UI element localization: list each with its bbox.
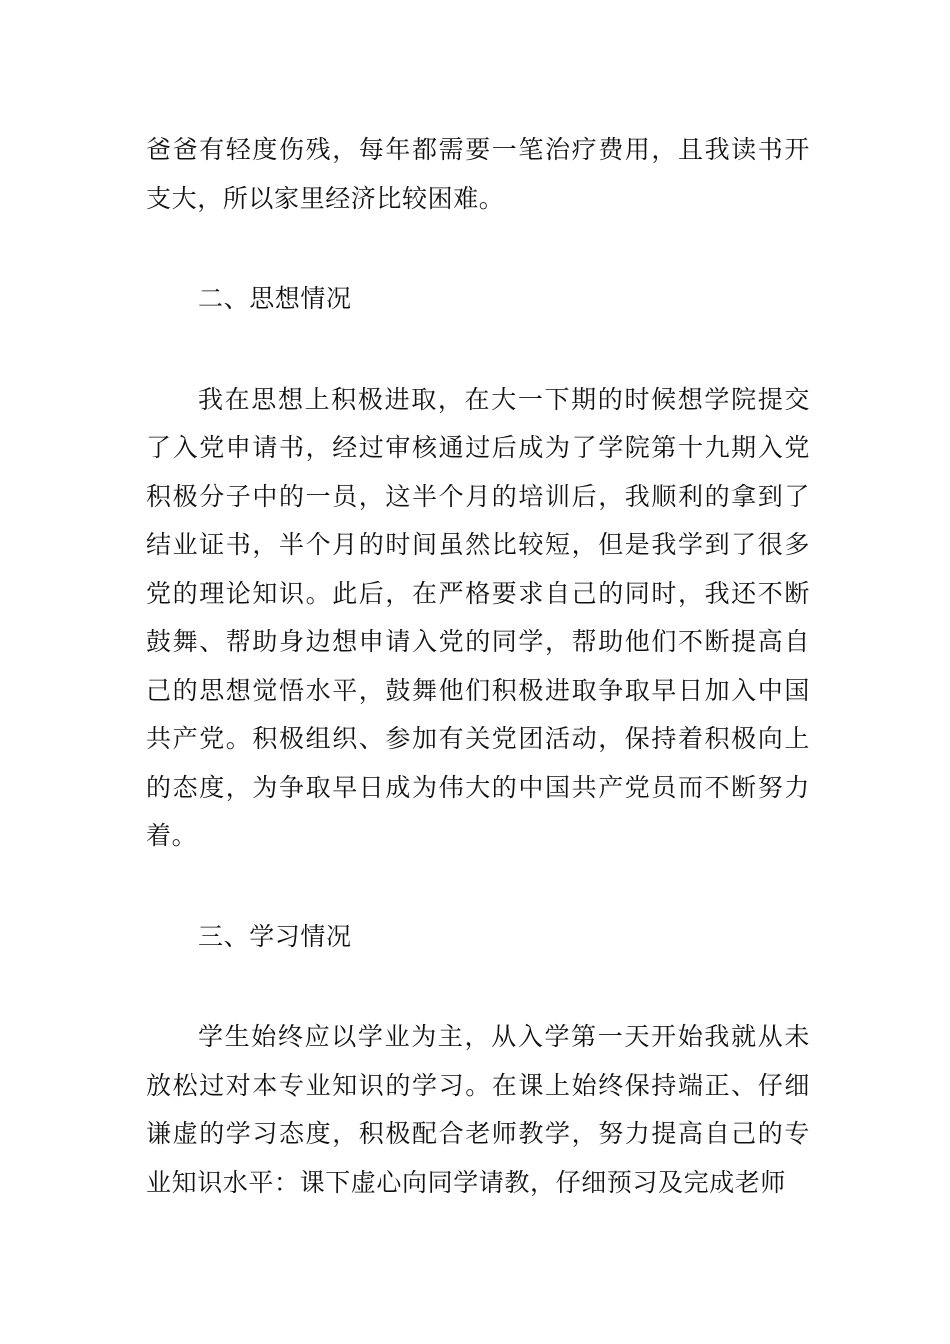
- paragraph-ideology: 我在思想上积极进取，在大一下期的时候想学院提交了入党申请书，经过审核通过后成为了学院第十九期入党积极分子中的一员，这半个月的培训后，我顺利的拿到了结业证书，半个月的时间虽然比较短，但是我学到了很多党的理论知识。此后，在严格要求自己的同时，我还不断鼓舞、帮助身边想申请入党的同学，帮助他们不断提高自己的思想觉悟水平，鼓舞他们积极进取争取早日加入中国共产党。积极组织、参加有关党团活动，保持着积极向上的态度，为争取早日成为伟大的中国共产党员而不断努力着。: [146, 384, 810, 850]
- paragraph-spacer: [146, 861, 810, 913]
- document-body: [146, 126, 810, 1207]
- paragraph-spacer: [146, 961, 810, 1013]
- section-heading-study: 三、学习情况: [198, 921, 352, 951]
- paragraph-study: 学生始终应以学业为主，从入学第一天开始我就从未放松过对本专业知识的学习。在课上始终保持端正、仔细谦虚的学习态度，积极配合老师教学，努力提高自己的专业知识水平：课下虚心向同学请教，仔细预习及完成老师: [146, 1022, 810, 1197]
- paragraph-family-situation: 爸爸有轻度伤残，每年都需要一笔治疗费用，且我读书开支大，所以家里经济比较困难。: [146, 135, 810, 213]
- section-heading-ideology: 二、思想情况: [198, 284, 352, 313]
- paragraph-spacer: [146, 324, 810, 376]
- paragraph-spacer: [146, 223, 810, 275]
